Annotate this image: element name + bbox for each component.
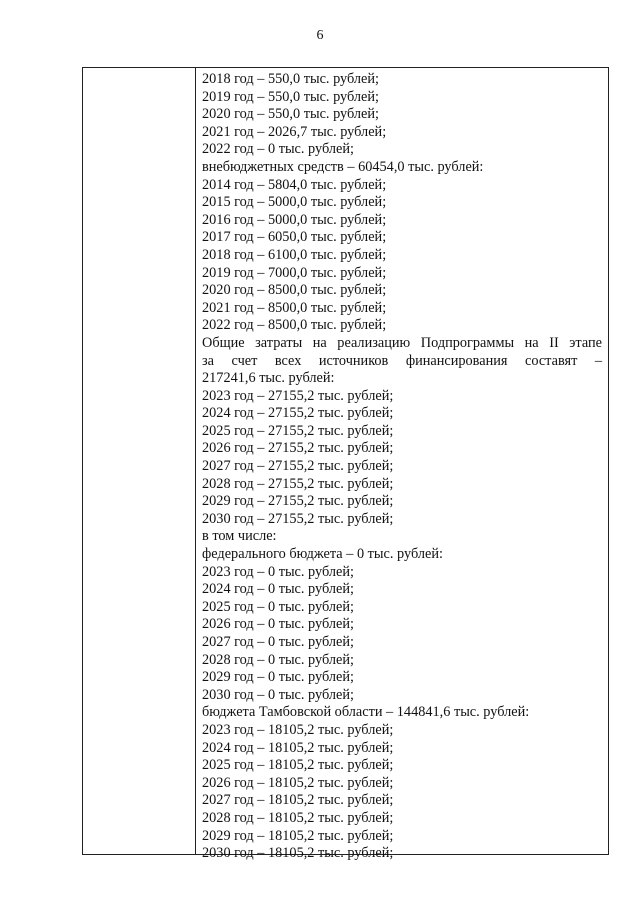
text-line: 2025 год – 18105,2 тыс. рублей; [202,757,394,774]
text-line: 2020 год – 550,0 тыс. рублей; [202,106,380,123]
text-line: 2019 год – 550,0 тыс. рублей; [202,88,380,105]
text-line: 2024 год – 27155,2 тыс. рублей; [202,405,394,422]
text-line: 2027 год – 27155,2 тыс. рублей; [202,458,394,475]
text-line: 2016 год – 5000,0 тыс. рублей; [202,211,387,228]
text-line: 2023 год – 18105,2 тыс. рублей; [202,721,394,738]
text-line: 2024 год – 18105,2 тыс. рублей; [202,739,394,756]
text-line: 2030 год – 27155,2 тыс. рублей; [202,510,394,527]
text-line: 2015 год – 5000,0 тыс. рублей; [202,194,387,211]
text-line: 2023 год – 27155,2 тыс. рублей; [202,387,394,404]
financing-table [82,67,609,862]
text-line: 2030 год – 18105,2 тыс. рублей; [202,845,394,862]
financing-text-block [202,71,602,863]
text-line: 2017 год – 6050,0 тыс. рублей; [202,229,387,246]
text-line: 217241,6 тыс. рублей: [202,370,335,387]
text-line: 2026 год – 18105,2 тыс. рублей; [202,774,394,791]
text-line: 2028 год – 18105,2 тыс. рублей; [202,809,394,826]
text-line: 2029 год – 27155,2 тыс. рублей; [202,493,394,510]
text-line: 2019 год – 7000,0 тыс. рублей; [202,264,387,281]
text-line: 2028 год – 0 тыс. рублей; [202,651,354,668]
text-line: 2022 год – 0 тыс. рублей; [202,141,354,158]
text-line: 2026 год – 27155,2 тыс. рублей; [202,440,394,457]
table-right-cell [196,68,608,862]
text-line: 2024 год – 0 тыс. рублей; [202,581,354,598]
page-number: 6 [316,28,324,43]
text-line: за счет всех источников финансирования составят – [202,352,602,369]
text-line: 2028 год – 27155,2 тыс. рублей; [202,475,394,492]
text-line: в том числе: [202,528,277,545]
text-line: 2023 год – 0 тыс. рублей; [202,563,354,580]
text-line: 2027 год – 0 тыс. рублей; [202,634,354,650]
text-line: 2029 год – 0 тыс. рублей; [202,669,354,686]
text-line: внебюджетных средств – 60454,0 тыс. рублей: [202,158,484,175]
text-line: 2020 год – 8500,0 тыс. рублей; [202,282,387,299]
text-line: 2014 год – 5804,0 тыс. рублей; [202,176,387,193]
text-line: 2025 год – 27155,2 тыс. рублей; [202,422,394,439]
text-line: бюджета Тамбовской области – 144841,6 тыс. рублей: [202,704,530,721]
text-line: федерального бюджета – 0 тыс. рублей: [202,546,443,563]
text-line: 2018 год – 550,0 тыс. рублей; [202,71,380,87]
text-line: 2026 год – 0 тыс. рублей; [202,616,354,633]
text-line: 2029 год – 18105,2 тыс. рублей; [202,827,394,844]
text-line: 2021 год – 8500,0 тыс. рублей; [202,299,387,316]
text-line: 2022 год – 8500,0 тыс. рублей; [202,317,387,334]
text-line: 2027 год – 18105,2 тыс. рублей; [202,792,394,809]
text-line: Общие затраты на реализацию Подпрограммы на II этапе [202,334,602,351]
table-left-cell [83,68,196,854]
text-line: 2025 год – 0 тыс. рублей; [202,598,354,615]
text-line: 2030 год – 0 тыс. рублей; [202,686,354,703]
text-line: 2018 год – 6100,0 тыс. рублей; [202,246,387,263]
text-line: 2021 год – 2026,7 тыс. рублей; [202,123,387,140]
